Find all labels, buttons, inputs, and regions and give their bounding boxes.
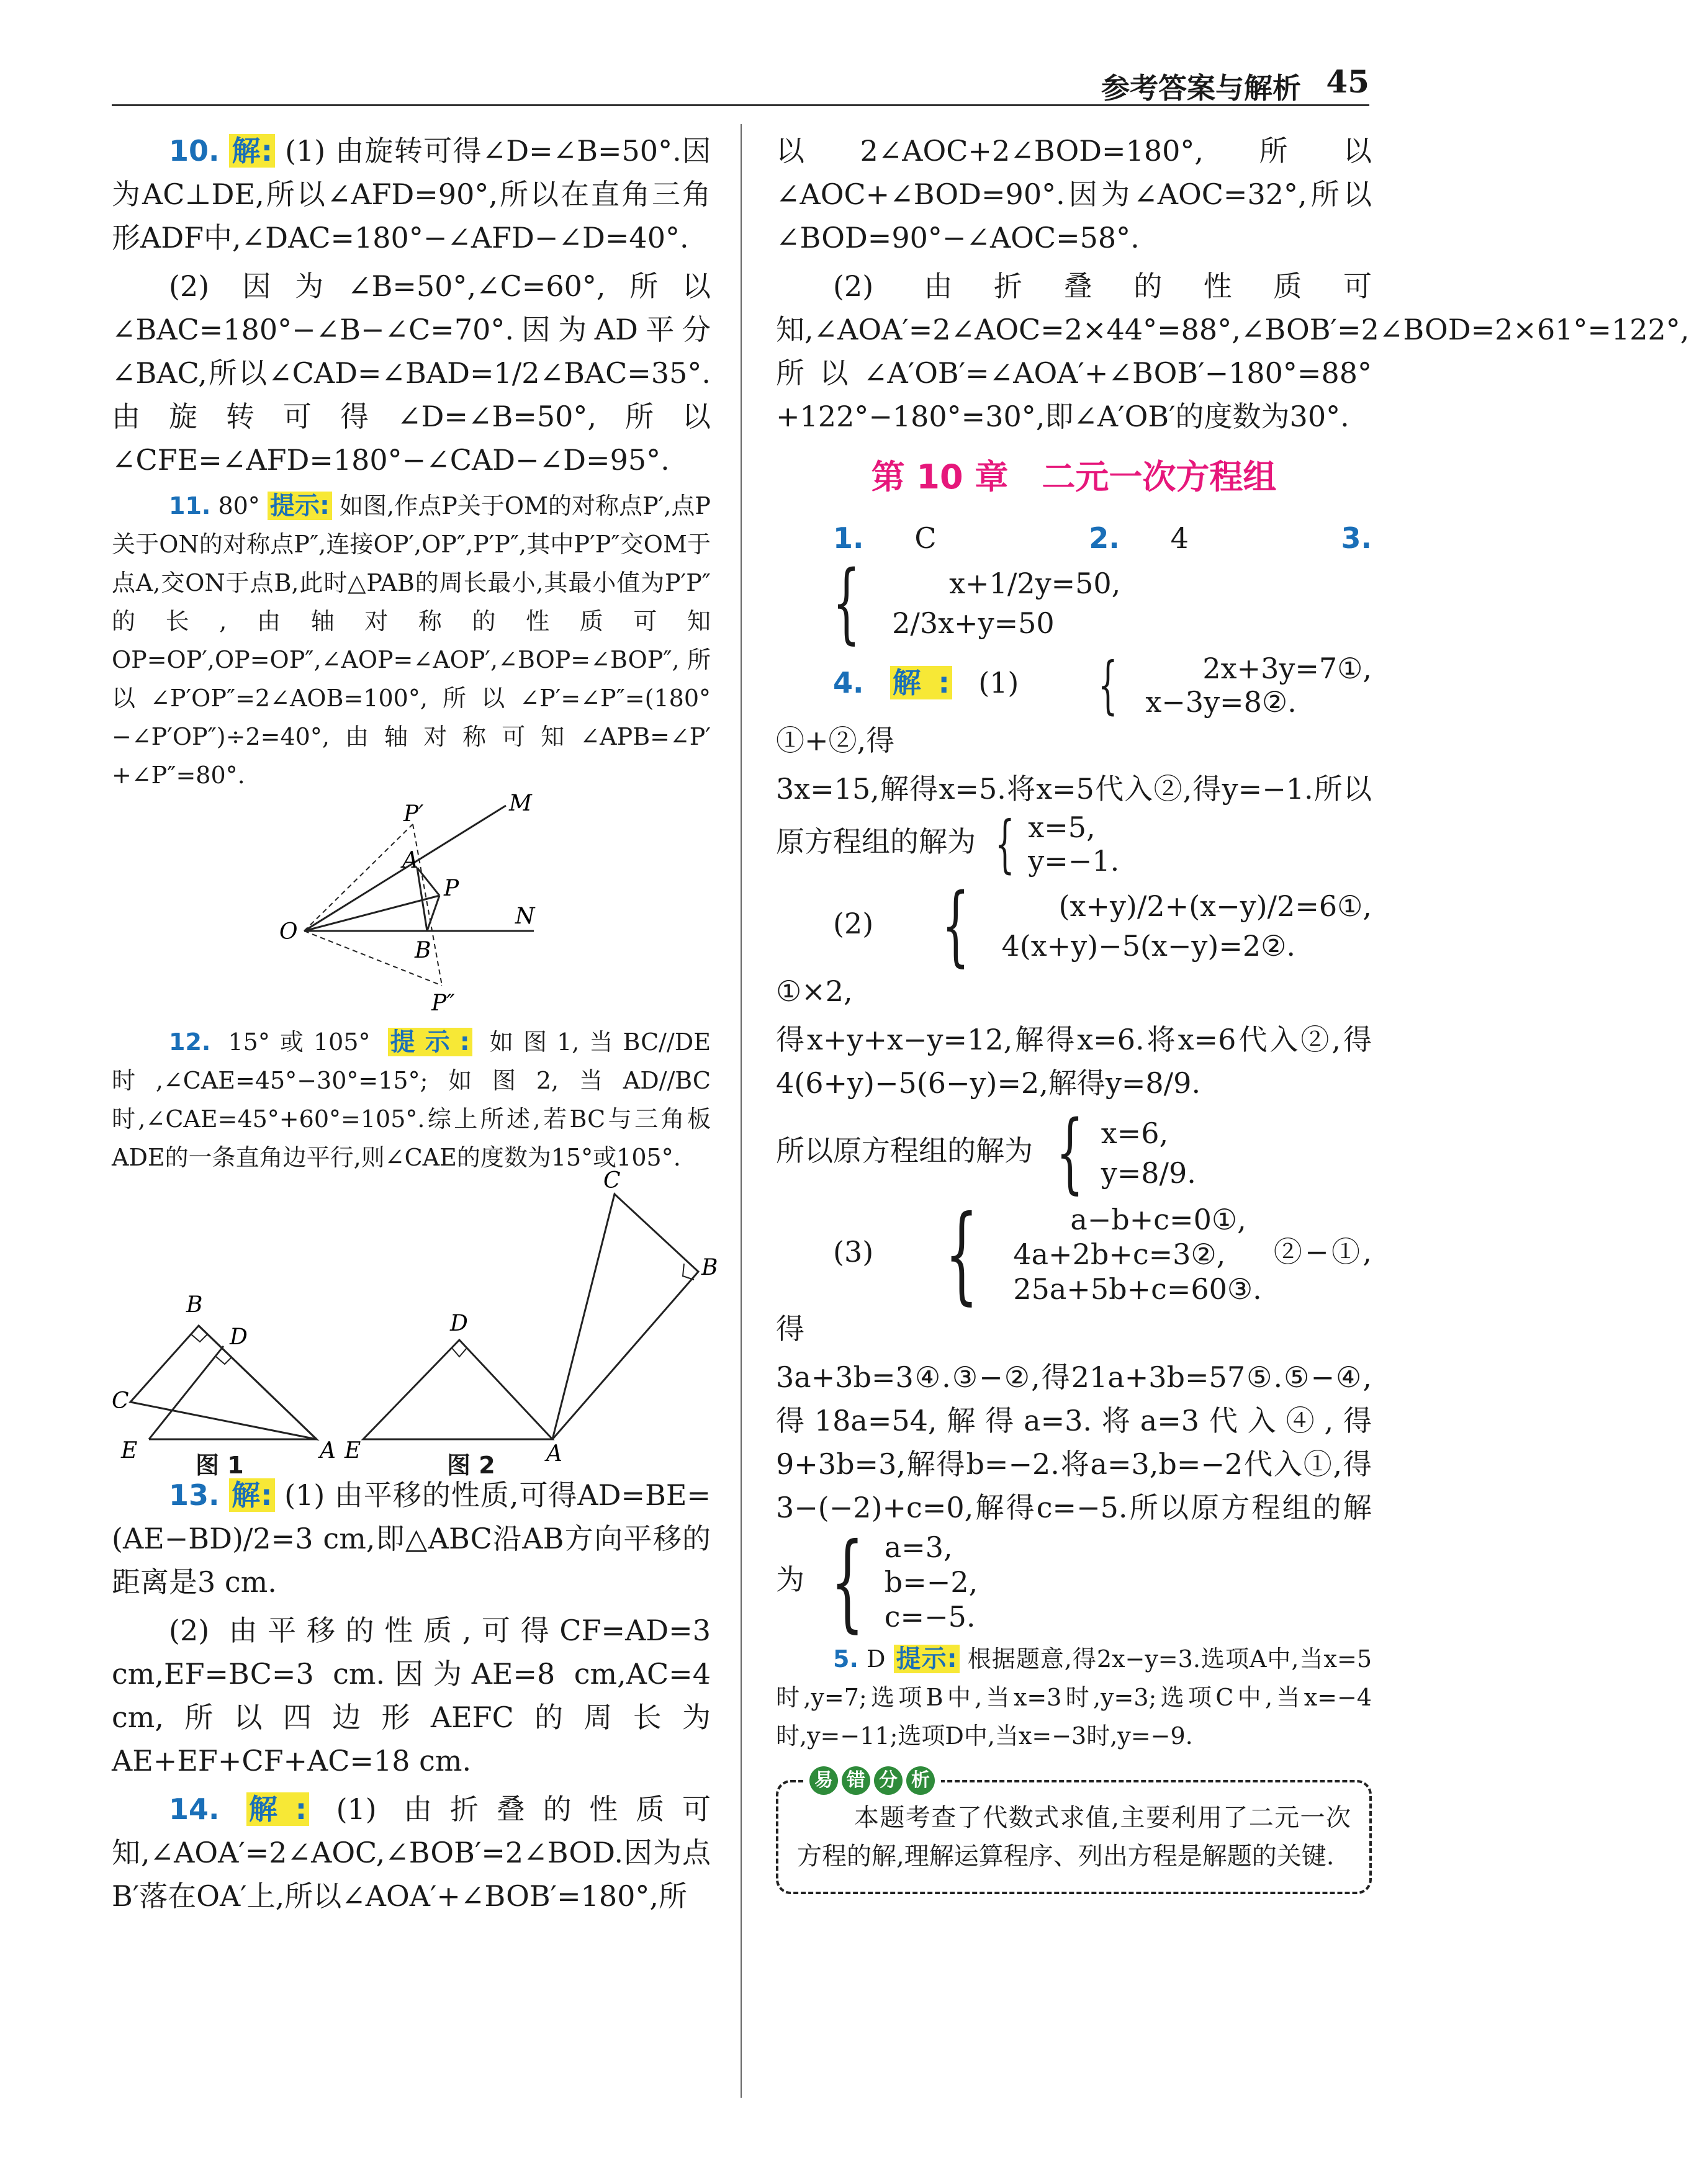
q3-number: 3. [1341,521,1372,555]
fig11-label-p1: P′ [403,801,424,827]
q4-part2-head [776,875,1372,1013]
q4-sys3-eq1: a−b+c=0①, [1070,1203,1246,1236]
q11-number: 11. [169,492,211,519]
error-analysis-badge [803,1766,941,1795]
column-divider [741,124,742,2098]
q4-part3-after: ②−①,得 [776,1235,1372,1346]
q11-tip-label: 提示: [268,492,332,520]
q13-text2: (2) 由平移的性质,可得CF=AD=3 cm,EF=BC=3 cm.因为AE=8 cm,AC=4 cm,所以四边形AEFC的周长为AE+EF+CF+AC=18 cm. [112,1614,711,1777]
q10-part1 [112,129,711,259]
q4-solution1 [985,807,1120,880]
q4-jie-label: 解: [890,666,952,699]
q4-sol2-x: x=6, [1101,1117,1169,1150]
fig12a-caption: 图 1 [196,1452,244,1479]
q5-answer: D [867,1645,886,1673]
q3-system [776,552,1121,654]
q4-part2-after: ①×2, [776,974,853,1008]
q4-part1-head [776,649,1372,762]
fig11-label-o: O [279,919,298,945]
q11-figure [112,791,711,1023]
badge-char-4: 析 [906,1766,935,1795]
brace-icon: { [942,875,970,976]
q1-3-answers [776,516,1372,654]
fig11-label-p2: P″ [431,991,455,1016]
page-number: 45 [1326,63,1369,100]
q11-answer: 80° [218,492,260,519]
q13-text1: (1) 由平移的性质,可得AD=BE=(AE−BD)/2=3 cm,即△ABC沿AB方向平移的距离是3 cm. [112,1478,711,1599]
q13-part1 [112,1473,711,1604]
q12-block [112,1023,711,1177]
q4-sol1-y: y=−1. [1028,844,1120,878]
q4-sol3-b: b=−2, [884,1565,978,1599]
q4-part2-result-text: 所以原方程组的解为 [776,1134,1033,1167]
fig12b-caption: 图 2 [447,1452,495,1479]
fig12b-label-b: B [701,1255,718,1280]
chapter-title: 第 10 章 二元一次方程组 [871,457,1277,497]
fig11-label-a: A [402,848,418,873]
q4-solution2 [1042,1102,1196,1203]
q13-number: 13. [169,1478,220,1512]
badge-char-2: 错 [842,1766,870,1795]
brace-icon: { [945,1193,979,1316]
q14-number: 14. [169,1792,220,1826]
q14-part1 [112,1787,711,1918]
q5-number: 5. [833,1645,858,1673]
q3-eq2: 2/3x+y=50 [892,606,1055,640]
brace-icon: { [830,1521,864,1643]
q5-tip-label: 提示: [894,1645,960,1673]
q10-number: 10. [169,134,220,168]
badge-char-3: 分 [874,1766,903,1795]
q10-text2: (2) 因为∠B=50°,∠C=60°,所以∠BAC=180°−∠B−∠C=70°.因为AD平分∠BAC,所以∠CAD=∠BAD=1/2∠BAC=35°.由旋转可得∠D=∠B=50°,所以∠CFE=∠AFD=180°−∠CAD−∠D=95°. [112,269,711,477]
q4-sys2-eq2: 4(x+y)−5(x−y)=2②. [1001,929,1295,963]
q4-sys2-eq1: (x+y)/2+(x−y)/2=6①, [1058,889,1372,923]
q12-tip-label: 提示: [388,1028,472,1056]
q4-number: 4. [833,666,864,699]
q4-part2-label: (2) [833,907,874,940]
q14-continued: 以2∠AOC+2∠BOD=180°,所以∠AOC+∠BOD=90°.因为∠AOC=32°,所以∠BOD=90°−∠AOC=58°. [776,134,1372,254]
q5-tip-text: 根据题意,得2x−y=3.选项A中,当x=5时,y=7;选项B中,当x=3时,y=3;选项C中,当x=−4时,y=−11;选项D中,当x=−3时,y=−9. [776,1645,1372,1750]
q12-diagram [112,1168,718,1473]
q4-system3 [885,1193,1262,1316]
fig11-label-b: B [415,938,431,963]
brace-icon: { [994,807,1015,880]
brace-icon: { [832,552,860,654]
brace-icon: { [1097,649,1118,721]
fig11-label-p: P [444,876,459,901]
q4-sys1-eq2: x−3y=8②. [1145,685,1297,719]
fig12a-label-e: E [121,1438,138,1463]
q4-sys1-eq1: 2x+3y=7①, [1202,652,1372,685]
q4-sol3-c: c=−5. [884,1600,976,1634]
q10-part2 [112,264,711,482]
q5-block [776,1640,1372,1755]
fig12a-label-d: D [230,1324,248,1350]
left-column [112,129,718,1923]
q14-part2: (2) 由折叠的性质可知,∠AOA′=2∠AOC=2×44°=88°,∠BOB′=2∠BOD=2×61°=122°,所以∠A′OB′=∠AOA′+∠BOB′−180°=88°+122°−180°=30°,即∠A′OB′的度数为30°. [776,269,1689,433]
q2-answer: 4 [1170,521,1189,555]
error-analysis-box [776,1769,1372,1894]
q1-number: 1. [833,521,864,555]
q12-tip-text: 如图1,当BC//DE时,∠CAE=45°−30°=15°;如图2,当AD//BC时,∠CAE=45°+60°=105°.综上所述,若BC与三角板ADE的一条直角边平行,则∠CAE的度数为15°或105°. [112,1028,711,1171]
q4-sys3-eq3: 25a+5b+c=60③. [1013,1272,1262,1306]
page-header [112,55,1369,106]
q13-jie-label: 解: [229,1478,274,1512]
q4-solution3 [814,1521,978,1643]
fig12a-label-a: A [320,1438,336,1463]
fig11-label-m: M [509,791,532,816]
q4-part1-label: (1) [978,666,1019,699]
q12-figures [112,1168,718,1479]
q4-part1-after: ①+②,得 [776,724,895,757]
fig11-label-n: N [515,904,535,929]
q4-system2 [885,875,1372,976]
q4-sys3-eq2: 4a+2b+c=3②, [1013,1238,1226,1271]
q3-eq1: x+1/2y=50, [949,567,1121,600]
q11-block [112,487,711,794]
q4-sol2-y: y=8/9. [1101,1156,1196,1190]
q4-part2-result [776,1102,1372,1203]
q4-part3-head [776,1193,1372,1350]
q10-jie-label: 解: [229,134,275,168]
q4-part3-body [776,1355,1372,1643]
q4-sol3-a: a=3, [884,1530,953,1564]
fig12a-label-c: C [112,1388,129,1414]
q4-part1-text: 3x=15,解得x=5.将x=5代入②,得y=−1.所以原方程组的解为 [776,772,1372,858]
q1-answer: C [914,521,937,555]
fig12b-label-c: C [603,1168,621,1193]
header-title: 参考答案与解析 [1101,71,1301,105]
q4-part1-body [776,767,1372,878]
q4-part3-label: (3) [833,1235,874,1269]
badge-char-1: 易 [809,1766,838,1795]
q14-jie-label: 解: [246,1792,309,1826]
q4-part3-text: 3a+3b=3④.③−②,得21a+3b=57⑤.⑤−④,得18a=54,解得a=3.将a=3代入④,得9+3b=3,解得b=−2.将a=3,b=−2代入①,得3−(−2)+c=0,解得c=−5.所以原方程组的解为 [776,1360,1372,1596]
q14-text1: (1) 由折叠的性质可知,∠AOA′=2∠AOC,∠BOB′=2∠BOD.因为点B′落在OA′上,所以∠AOA′+∠BOB′=180°,所 [112,1792,711,1913]
q10-text1: (1) 由旋转可得∠D=∠B=50°.因为AC⊥DE,所以∠AFD=90°,所以在直角三角形ADF中,∠DAC=180°−∠AFD−∠D=40°. [112,134,711,254]
q13-part2 [112,1609,711,1782]
q4-sol1-x: x=5, [1028,811,1096,844]
q11-tip-text: 如图,作点P关于OM的对称点P′,点P关于ON的对称点P″,连接OP′,OP″,P′P″,其中P′P″交OM于点A,交ON于点B,此时△PAB的周长最小,其最小值为P′P″的长,由轴对称的性质可知OP=OP′,OP=OP″,∠AOP=∠AOP′,∠BOP=∠BOP″,所以∠P′OP″=2∠AOB=100°,所以∠P′=∠P″=(180°−∠P′OP″)÷2=40°,由轴对称可知∠APB=∠P′+∠P″=80°. [112,492,711,789]
fig12a-label-b: B [186,1292,203,1318]
fig12b-label-a: A [546,1441,562,1467]
brace-icon: { [1055,1102,1084,1203]
q4-system1 [1045,649,1372,721]
fig12b-label-d: D [450,1311,468,1336]
q2-number: 2. [1089,521,1120,555]
fig12b-label-e: E [345,1438,361,1463]
error-analysis-text: 本题考查了代数式求值,主要利用了二元一次方程的解,理解运算程序、列出方程是解题的关键. [797,1804,1351,1871]
q12-number: 12. [169,1028,211,1056]
q12-answer: 15°或105° [228,1028,371,1056]
q11-diagram [112,791,711,1023]
right-column [776,129,1689,1894]
q4-part2-body: 得x+y+x−y=12,解得x=6.将x=6代入②,得4(6+y)−5(6−y)=2,解得y=8/9. [776,1023,1372,1100]
